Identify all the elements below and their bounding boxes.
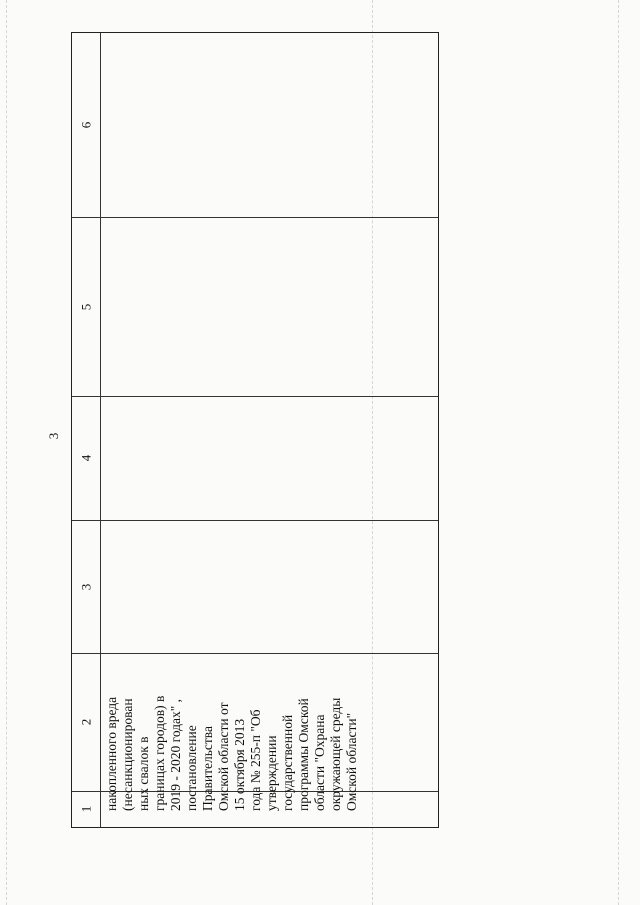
scan-artifact-line (6, 0, 7, 905)
data-table (71, 32, 439, 828)
text-line: постановление (184, 725, 199, 811)
text-line: (несанкционирован (120, 698, 135, 811)
text-line: Омской области от (216, 702, 231, 811)
text-line: утверждении (264, 735, 279, 811)
text-line: накопленного вреда (104, 696, 119, 811)
row-divider (72, 217, 438, 218)
text-line: Омской области" (344, 712, 359, 811)
column-header-6: 6 (78, 121, 93, 129)
text-line: границах городов) в (152, 695, 167, 811)
scan-artifact-line (618, 0, 619, 905)
text-line: программы Омской (296, 698, 311, 811)
text-line: государственной (280, 714, 295, 811)
text-line: 15 октября 2013 (232, 718, 247, 811)
row-divider (72, 520, 438, 521)
text-line: 2019 - 2020 годах" , (168, 698, 183, 811)
column-header-1: 1 (78, 805, 93, 813)
column-header-4: 4 (78, 454, 93, 462)
column-2-cell (102, 655, 437, 815)
column-header-2: 2 (78, 718, 93, 726)
text-line: года № 255-п "Об (248, 709, 263, 811)
text-line: ных свалок в (136, 736, 151, 811)
column-header-5: 5 (78, 303, 93, 310)
text-line: Правительства (200, 726, 215, 811)
column-divider (100, 33, 101, 827)
page-number: 3 (46, 432, 61, 440)
text-line: окружающей среды (328, 697, 343, 811)
text-line: области "Охрана (312, 714, 327, 811)
row-divider (72, 653, 438, 654)
column-header-3: 3 (78, 583, 93, 590)
column-2-text (102, 655, 437, 815)
row-divider (72, 396, 438, 397)
